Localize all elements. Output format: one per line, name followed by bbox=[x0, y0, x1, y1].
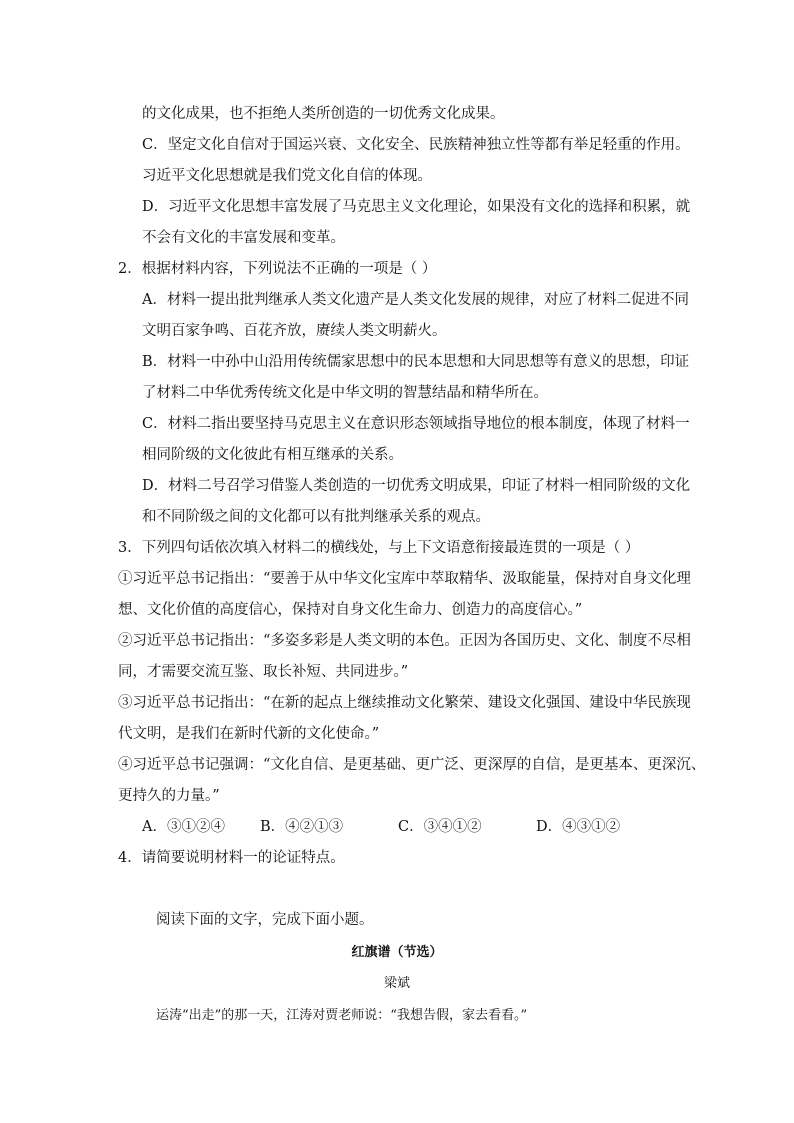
text-line: 更持久的力量。” bbox=[118, 788, 220, 804]
text-line: 和不同阶级之间的文化都可以有批判继承关系的观点。 bbox=[142, 509, 490, 525]
text-line: 了材料二中华优秀传统文化是中华文明的智慧结晶和精华所在。 bbox=[142, 385, 548, 401]
option-c-line: C．材料二指出要坚持马克思主义在意识形态领域指导地位的根本制度，体现了材料一 bbox=[142, 416, 690, 432]
sentence-3: ③习近平总书记指出：“在新的起点上继续推动文化繁荣、建设文化强国、建设中华民族现 bbox=[118, 695, 691, 711]
passage-author: 梁斌 bbox=[383, 976, 410, 991]
question-4: 4．请简要说明材料一的论证特点。 bbox=[118, 850, 345, 866]
option-b-line: B．材料一中孙中山沿用传统儒家思想中的民本思想和大同思想等有意义的思想，印证 bbox=[142, 354, 690, 370]
question-3: 3．下列四句话依次填入材料二的横线处，与上下文语意衔接最连贯的一项是（ ） bbox=[118, 540, 640, 556]
text-line: 习近平文化思想就是我们党文化自信的体现。 bbox=[142, 168, 432, 184]
text-line: 不会有文化的丰富发展和变革。 bbox=[142, 230, 345, 246]
passage-first-line: 运涛“出走”的那一天，江涛对贾老师说：“我想告假，家去看看。” bbox=[156, 1008, 528, 1023]
text-line: 同，才需要交流互鉴、取长补短、共同进步。” bbox=[118, 664, 409, 680]
option-d-line: D．习近平文化思想丰富发展了马克思主义文化理论，如果没有文化的选择和积累，就 bbox=[142, 199, 691, 215]
question-2: 2．根据材料内容，下列说法不正确的一项是（ ） bbox=[118, 261, 437, 277]
text-line: 代文明，是我们在新时代新的文化使命。” bbox=[118, 726, 380, 742]
option-c-line: C．坚定文化自信对于国运兴衰、文化安全、民族精神独立性等都有举足轻重的作用。 bbox=[142, 137, 690, 153]
answer-choices bbox=[142, 817, 620, 837]
text-line: 相同阶级的文化彼此有相互继承的关系。 bbox=[142, 447, 403, 463]
choice-a: A．③①②④ bbox=[142, 819, 225, 835]
text-line: 想、文化价值的高度信心，保持对自身文化生命力、创造力的高度信心。” bbox=[118, 602, 583, 618]
option-a-line: A．材料一提出批判继承人类文化遗产是人类文化发展的规律，对应了材料二促进不同 bbox=[142, 292, 689, 308]
text-line: 文明百家争鸣、百花齐放，赓续人类文明薪火。 bbox=[142, 323, 447, 339]
choice-c: C．③④①② bbox=[398, 819, 482, 835]
option-d-line: D．材料二号召学习借鉴人类创造的一切优秀文明成果，印证了材料一相同阶级的文化 bbox=[142, 478, 691, 494]
passage-title: 红旗谱（节选） bbox=[351, 945, 443, 960]
text-line: 的文化成果，也不拒绝人类所创造的一切优秀文化成果。 bbox=[142, 106, 505, 122]
sentence-2: ②习近平总书记指出：“多姿多彩是人类文明的本色。正因为各国历史、文化、制度不尽相 bbox=[118, 633, 691, 649]
choice-d: D．④③①② bbox=[536, 819, 621, 835]
choice-b: B．④②①③ bbox=[260, 819, 344, 835]
sentence-1: ①习近平总书记指出：“要善于从中华文化宝库中萃取精华、汲取能量，保持对自身文化理 bbox=[118, 571, 691, 587]
sentence-4: ④习近平总书记强调：“文化自信、是更基础、更广泛、更深厚的自信，是更基本、更深沉、 bbox=[118, 757, 706, 773]
reading-instruction: 阅读下面的文字，完成下面小题。 bbox=[156, 912, 374, 928]
